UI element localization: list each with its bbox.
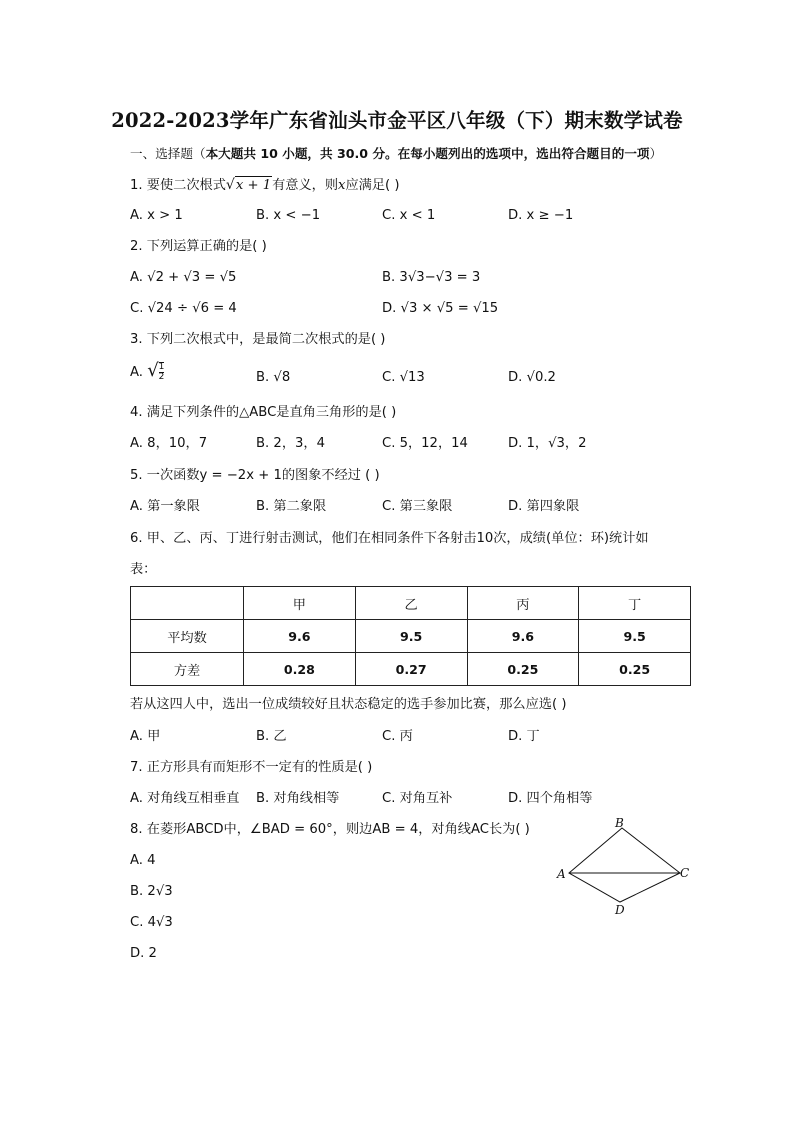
vertex-label-b: B — [615, 818, 624, 830]
table-row — [131, 653, 691, 686]
q4-option-b[interactable]: B. 2，3，4 — [256, 436, 325, 451]
table-cell: 9.6 — [244, 620, 356, 653]
vertex-label-a: A — [557, 867, 566, 881]
q1-option-c[interactable]: C. x < 1 — [382, 208, 436, 223]
table-row — [131, 620, 691, 653]
table-header-cell — [131, 587, 244, 620]
q7-option-b[interactable]: B. 对角线相等 — [256, 791, 340, 806]
q1-stem-part-a: 1. 要使二次根式 — [130, 178, 226, 193]
rhombus-figure — [552, 818, 702, 918]
question-6-follow-up: 若从这四人中，选出一位成绩较好且状态稳定的选手参加比赛，那么应选( ) — [130, 697, 567, 712]
q5-option-b[interactable]: B. 第二象限 — [256, 499, 327, 514]
q7-option-a[interactable]: A. 对角线互相垂直 — [130, 791, 240, 806]
q8-option-b[interactable]: B. 2√3 — [130, 884, 173, 899]
rhombus-outline — [569, 828, 680, 902]
q2-option-c[interactable]: C. √24 ÷ √6 = 4 — [130, 301, 237, 316]
table-header-cell: 甲 — [244, 587, 356, 620]
table-cell: 0.28 — [244, 653, 356, 686]
vertex-label-d: D — [615, 903, 625, 917]
q1-option-a[interactable]: A. x > 1 — [130, 208, 183, 223]
q1-option-b[interactable]: B. x < −1 — [256, 208, 321, 223]
q1-stem-part-c: 应满足( ) — [345, 178, 400, 193]
table-cell: 9.6 — [467, 620, 579, 653]
q3-option-b[interactable]: B. √8 — [256, 370, 291, 385]
table-cell: 9.5 — [579, 620, 691, 653]
q3-option-a[interactable]: A. √ $\frac{1}{2}$ — [130, 360, 165, 382]
table-header-cell: 丙 — [467, 587, 579, 620]
q1-stem-part-b: 有意义，则 — [272, 178, 339, 193]
q4-option-a[interactable]: A. 8，10，7 — [130, 436, 208, 451]
vertex-label-c: C — [680, 866, 690, 880]
table-row-label: 平均数 — [131, 620, 244, 653]
q6-option-c[interactable]: C. 丙 — [382, 729, 413, 744]
q5-option-c[interactable]: C. 第三象限 — [382, 499, 453, 514]
q7-option-d[interactable]: D. 四个角相等 — [508, 791, 593, 806]
q4-option-c[interactable]: C. 5，12，14 — [382, 436, 468, 451]
question-6-stem-line-1: 6. 甲、乙、丙、丁进行射击测试，他们在相同条件下各射击10次，成绩(单位：环)统计如 — [130, 531, 649, 546]
section-prefix: 一、选择题（ — [130, 146, 206, 161]
q2-option-b[interactable]: B. 3√3−√3 = 3 — [382, 270, 481, 285]
question-5-stem: 5. 一次函数y = −2x + 1的图象不经过 ( ) — [130, 468, 380, 483]
table-cell: 0.27 — [355, 653, 467, 686]
q1-radicand: x + 1 — [235, 178, 272, 193]
section-suffix: ） — [649, 146, 663, 161]
q3-option-a-fraction — [159, 362, 165, 382]
question-8-stem: 8. 在菱形ABCD中，∠BAD = 60°，则边AB = 4，对角线AC长为( ) — [130, 822, 530, 837]
question-3-stem: 3. 下列二次根式中，是最简二次根式的是( ) — [130, 332, 386, 347]
q3-option-c[interactable]: C. √13 — [382, 370, 425, 385]
q1-option-d[interactable]: D. x ≥ −1 — [508, 208, 574, 223]
q8-option-a[interactable]: A. 4 — [130, 853, 156, 868]
table-header-row — [131, 587, 691, 620]
question-2-stem: 2. 下列运算正确的是( ) — [130, 239, 267, 254]
question-1-stem: 1. 要使二次根式√x + 1有意义，则x应满足( ) — [130, 177, 400, 193]
fraction-numerator: 1 — [158, 362, 165, 372]
page-title: 2022-2023学年广东省汕头市金平区八年级（下）期末数学试卷 — [111, 109, 683, 132]
q6-option-a[interactable]: A. 甲 — [130, 729, 161, 744]
q1-variable: x — [338, 178, 346, 193]
table-cell: 0.25 — [467, 653, 579, 686]
table-row-label: 方差 — [131, 653, 244, 686]
question-6-stem-line-2: 表： — [130, 562, 157, 577]
table-header-cell: 丁 — [579, 587, 691, 620]
q3-option-a-label: A. — [130, 365, 143, 380]
section-heading — [130, 145, 662, 163]
score-table — [130, 586, 691, 686]
q6-option-d[interactable]: D. 丁 — [508, 729, 540, 744]
q3-option-d[interactable]: D. √0.2 — [508, 370, 556, 385]
q4-option-d[interactable]: D. 1，√3，2 — [508, 436, 587, 451]
table-header-cell: 乙 — [355, 587, 467, 620]
q5-option-a[interactable]: A. 第一象限 — [130, 499, 200, 514]
question-4-stem: 4. 满足下列条件的△ABC是直角三角形的是( ) — [130, 405, 397, 420]
fraction-denominator: 2 — [158, 372, 165, 382]
table-cell: 0.25 — [579, 653, 691, 686]
q8-option-c[interactable]: C. 4√3 — [130, 915, 173, 930]
q7-option-c[interactable]: C. 对角互补 — [382, 791, 453, 806]
table-cell: 9.5 — [355, 620, 467, 653]
q2-option-a[interactable]: A. √2 + √3 = √5 — [130, 270, 237, 285]
q8-option-d[interactable]: D. 2 — [130, 946, 157, 961]
q6-option-b[interactable]: B. 乙 — [256, 729, 287, 744]
question-7-stem: 7. 正方形具有而矩形不一定有的性质是( ) — [130, 760, 373, 775]
q5-option-d[interactable]: D. 第四象限 — [508, 499, 580, 514]
q2-option-d[interactable]: D. √3 × √5 = √15 — [382, 301, 499, 316]
section-instructions: 本大题共 10 小题，共 30.0 分。在每小题列出的选项中，选出符合题目的一项 — [205, 146, 650, 161]
